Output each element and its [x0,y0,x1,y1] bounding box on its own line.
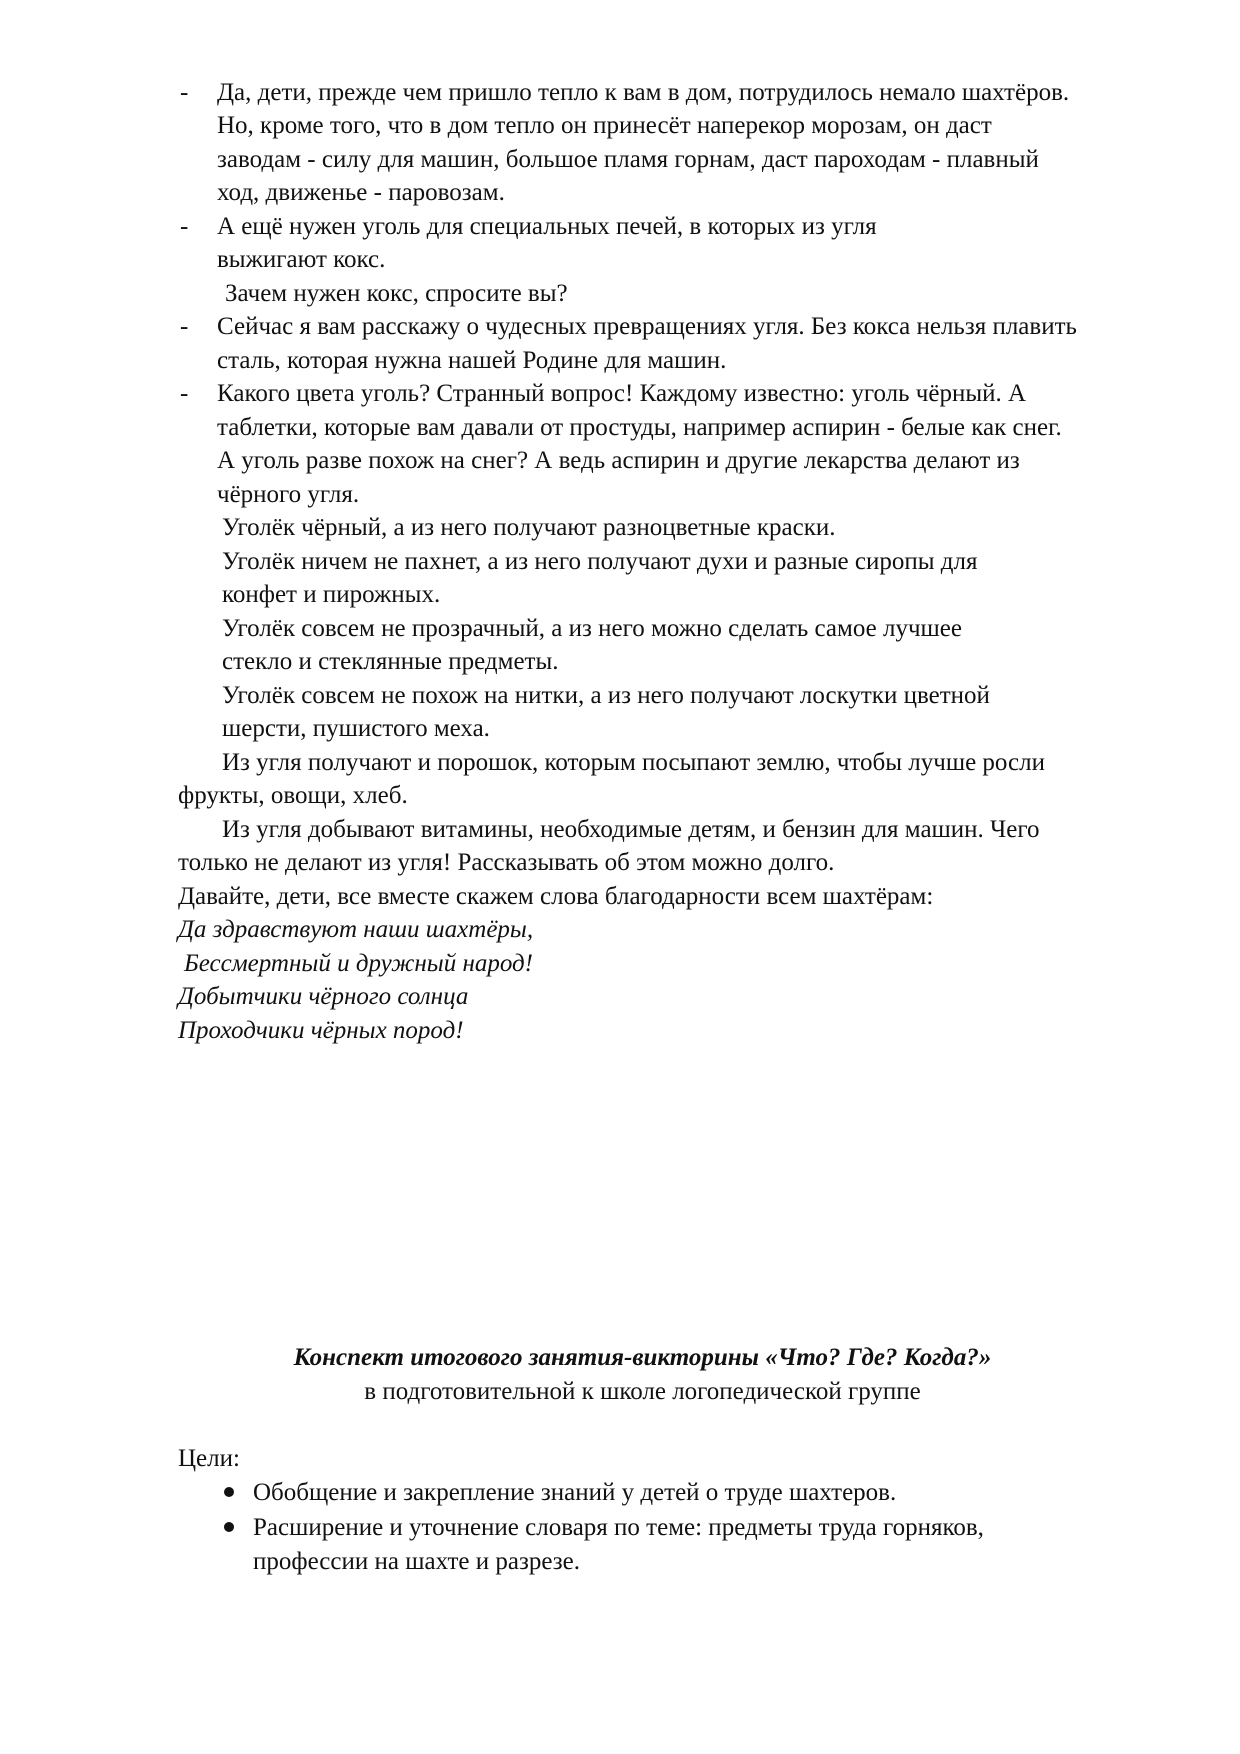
text-line: Уголёк совсем не прозрачный, а из него можно сделать самое лучшее [222,615,962,642]
paragraph-line: Из угля получают и порошок, которым посыпают землю, чтобы лучше росли [222,749,1046,776]
text-line: Зачем нужен кокс, спросите вы? [225,280,568,307]
text-line: Какого цвета уголь? Странный вопрос! Каждому известно: уголь чёрный. А [217,380,1027,407]
text-line: шерсти, пушистого меха. [222,715,490,742]
paragraph-line: Давайте, дети, все вместе скажем слова благодарности всем шахтёрам: [178,883,934,910]
poem-line: Да здравствуют наши шахтёры, [178,916,534,943]
section-title: Конспект итогового занятия-викторины «Что? Где? Когда?» [293,1344,992,1371]
poem-line: Бессмертный и дружный народ! [184,950,533,977]
poem-line: Проходчики чёрных пород! [178,1017,464,1044]
poem-line: Добытчики чёрного солнца [178,983,469,1010]
text-line: Уголёк совсем не похож на нитки, а из него получают лоскутки цветной [222,682,990,709]
section-subtitle: в подготовительной к школе логопедической группе [364,1378,921,1405]
text-line: сталь, которая нужна нашей Родине для машин. [217,347,727,374]
goal-line: Обобщение и закрепление знаний у детей о труде шахтеров. [253,1479,897,1506]
text-line: Но, кроме того, что в дом тепло он принесёт наперекор морозам, он даст [217,112,992,139]
list-dash: - [180,313,189,340]
text-line: А уголь разве похож на снег? А ведь аспирин и другие лекарства делают из [217,447,1020,474]
goal-line: профессии на шахте и разрезе. [253,1548,580,1575]
text-line: Сейчас я вам расскажу о чудесных превращениях угля. Без кокса нельзя плавить [217,313,1077,340]
text-line: Да, дети, прежде чем пришло тепло к вам в дом, потрудилось немало шахтёров. [217,79,1070,106]
text-line: таблетки, которые вам давали от простуды, например аспирин - белые как снег. [217,414,1062,441]
text-line: ход, движенье - паровозам. [217,179,505,206]
paragraph-line: Из угля добывают витамины, необходимые детям, и бензин для машин. Чего [222,816,1040,843]
text-line: конфет и пирожных. [222,581,441,608]
text-line: стекло и стеклянные предметы. [222,648,559,675]
bullet-icon [224,1522,234,1532]
list-dash: - [180,213,189,240]
paragraph-line: только не делают из угля! Рассказывать об этом можно долго. [178,849,835,876]
list-dash: - [180,79,189,106]
goal-line: Расширение и уточнение словаря по теме: предметы труда горняков, [253,1514,984,1541]
text-line: выжигают кокс. [217,246,386,273]
text-line: Уголёк ничем не пахнет, а из него получают духи и разные сиропы для [222,548,978,575]
paragraph-line: фрукты, овощи, хлеб. [178,782,408,809]
text-line: А ещё нужен уголь для специальных печей, в которых из угля [217,213,877,240]
bullet-icon [224,1487,234,1497]
text-line: чёрного угля. [217,481,360,508]
goals-label: Цели: [178,1445,240,1472]
text-line: заводам - силу для машин, большое пламя горнам, даст пароходам - плавный [217,146,1039,173]
text-line: Уголёк чёрный, а из него получают разноцветные краски. [222,514,836,541]
list-dash: - [180,380,189,407]
